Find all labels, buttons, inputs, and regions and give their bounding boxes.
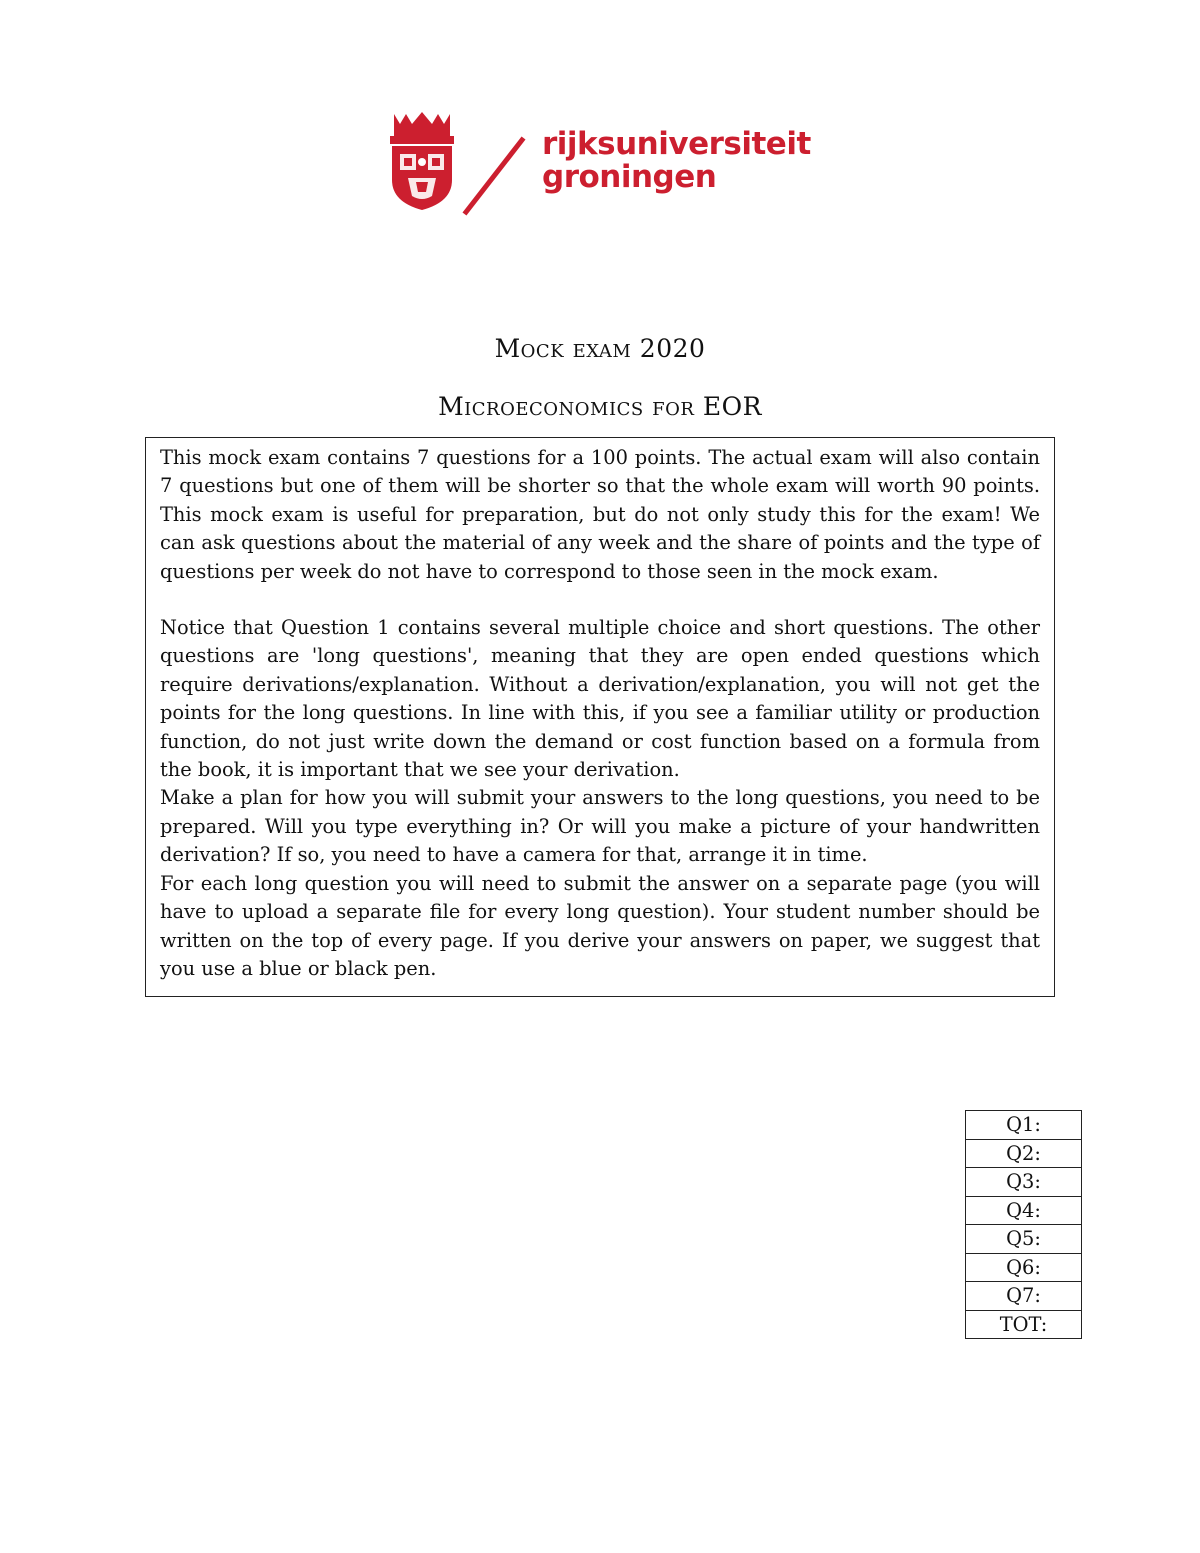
score-row-label: Q7:: [966, 1282, 1082, 1311]
score-row-label: Q6:: [966, 1253, 1082, 1282]
table-row: [966, 1253, 1082, 1282]
score-row-label: Q3:: [966, 1168, 1082, 1197]
table-row: [966, 1139, 1082, 1168]
table-row: [966, 1111, 1082, 1140]
table-row: [966, 1310, 1082, 1339]
wordmark-line-2: groningen: [542, 159, 717, 195]
wordmark-line-1: rijksuniversiteit: [542, 126, 811, 162]
university-crest-icon: [386, 110, 458, 212]
score-row-label: Q1:: [966, 1111, 1082, 1140]
score-row-label: Q4:: [966, 1196, 1082, 1225]
instructions-paragraph: Make a plan for how you will submit your answers to the long questions, you need to be prepared. Will you type everything in? Or will you make a picture of your handwritten derivation? If so, you need to have a camera for that, arrange it in time.: [160, 786, 1040, 867]
instructions-paragraph: This mock exam contains 7 questions for a 100 points. The actual exam will also contain 7 questions but one of them will be shorter so that the whole exam will worth 90 points. This mock exam is useful for preparation, but do not only study this for the exam! We can ask questions about the material of any week and the share of points and the type of questions per week do not have to correspond to those seen in the mock exam.: [160, 446, 1040, 583]
instructions-box: [145, 437, 1055, 997]
table-row: [966, 1282, 1082, 1311]
table-row: [966, 1225, 1082, 1254]
university-logo: [386, 110, 816, 212]
score-row-label: TOT:: [966, 1310, 1082, 1339]
table-row: [966, 1196, 1082, 1225]
instructions-paragraph: For each long question you will need to submit the answer on a separate page (you will have to upload a separate file for every long question). Your student number should be written on the top of every page. If you derive your answers on paper, we suggest that you use a blue or black pen.: [160, 871, 1040, 980]
document-subtitle: Microeconomics for EOR: [438, 392, 762, 421]
score-row-label: Q2:: [966, 1139, 1082, 1168]
university-wordmark: [542, 128, 811, 194]
table-row: [966, 1168, 1082, 1197]
logo-divider-slash: [460, 136, 530, 216]
instructions-paragraph: Notice that Question 1 contains several multiple choice and short questions. The other questions are 'long questions', meaning that they are open ended questions which require derivations/explanation. Without a derivation/explanation, you will not get the points for the long questions. In line with this, if you see a familiar utility or production function, do not just write down the demand or cost function based on a formula from the book, it is important that we see your derivation.: [160, 616, 1040, 782]
score-row-label: Q5:: [966, 1225, 1082, 1254]
document-title: Mock exam 2020: [494, 334, 706, 363]
score-table: [965, 1110, 1082, 1339]
